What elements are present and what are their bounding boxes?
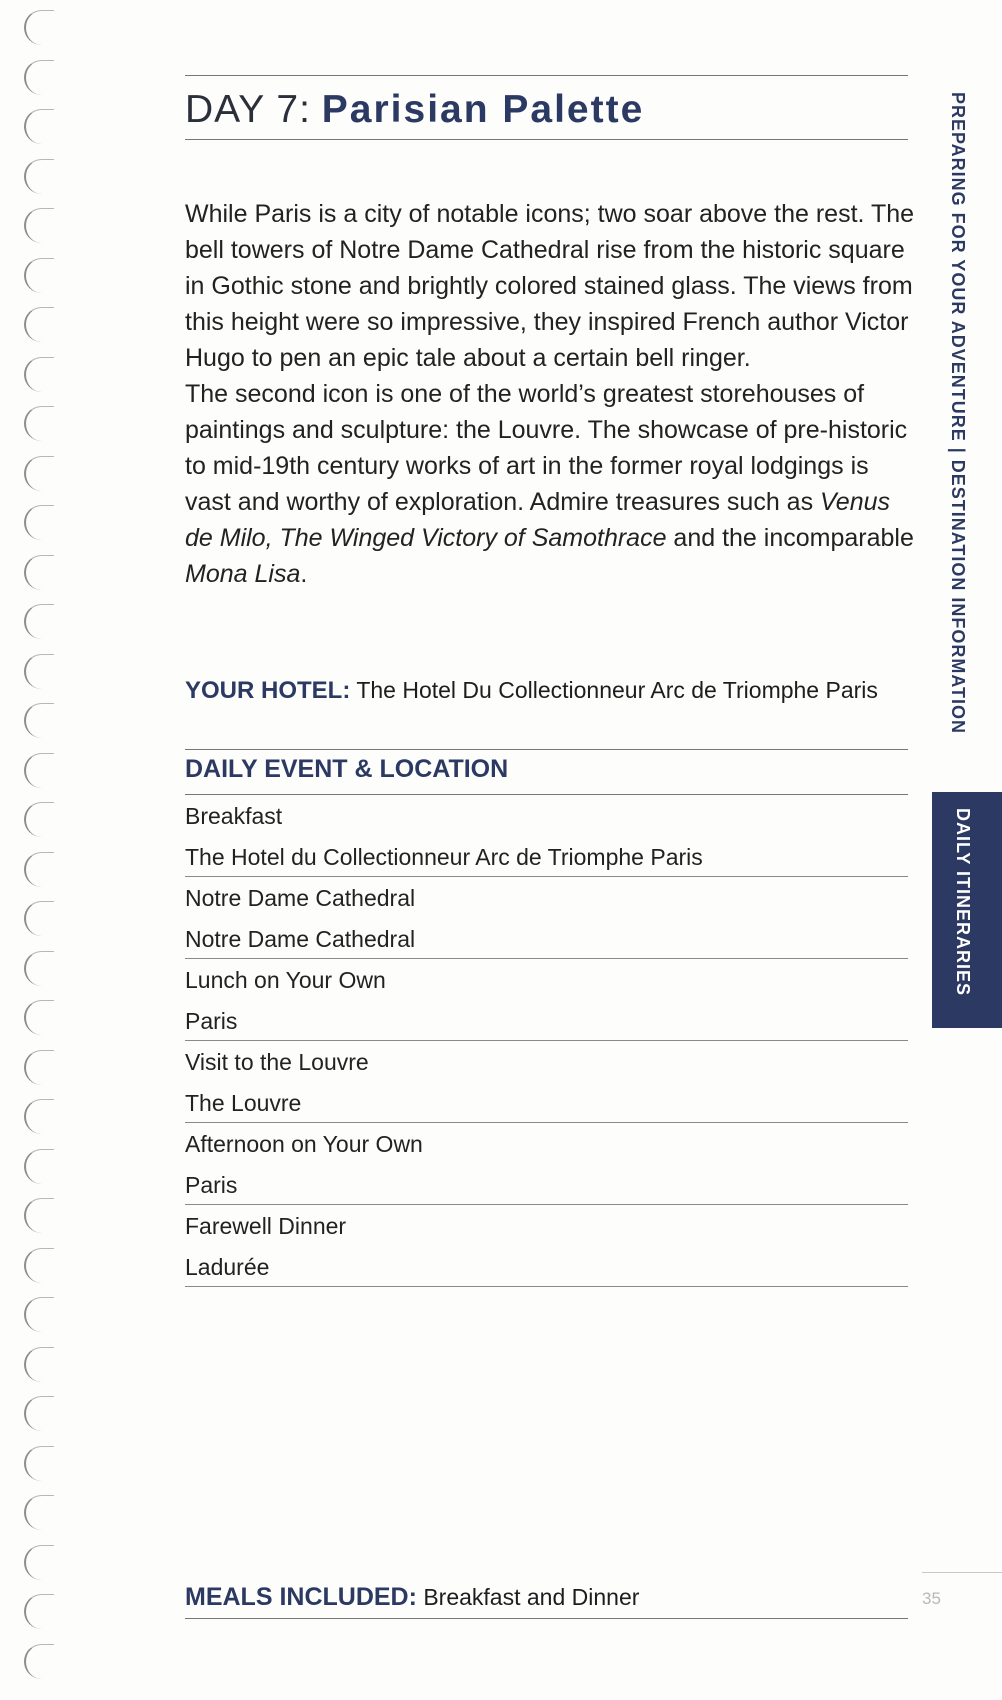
binding-ring: [24, 951, 54, 986]
binding-ring: [24, 1446, 54, 1481]
paragraph-text: and the incomparable: [666, 524, 914, 552]
meals-info: [185, 1583, 639, 1612]
binding-ring: [24, 604, 54, 639]
corner-rule: [922, 1572, 1002, 1573]
title-top-rule: [185, 75, 908, 76]
title-bottom-rule: [185, 139, 908, 140]
event-location: The Louvre: [185, 1090, 302, 1116]
paragraph-text: While Paris is a city of notable icons; two soar above the rest. The bell towers of Notre Dame Cathedral rise from the historic square in Gothic stone and brightly colored stained glass. The views from this height were so impressive, they inspired French author Victor Hugo to pen an epic tale about a certain bell ringer.: [185, 200, 915, 372]
binding-ring: [24, 1594, 54, 1629]
event-location: The Hotel du Collectionneur Arc de Triomphe Paris: [185, 844, 703, 870]
hotel-label: YOUR HOTEL:: [185, 677, 351, 704]
binding-ring: [24, 159, 54, 194]
binding-ring: [24, 802, 54, 837]
meals-value: Breakfast and Dinner: [423, 1584, 640, 1610]
binding-ring: [24, 505, 54, 540]
binding-ring: [24, 1495, 54, 1530]
binding-ring: [24, 901, 54, 936]
binding-ring: [24, 703, 54, 738]
binding-ring: [24, 208, 54, 243]
event-location: Paris: [185, 1008, 238, 1034]
italic-title: Mona Lisa: [185, 560, 301, 588]
page-number: 35: [922, 1589, 941, 1608]
event-row: [185, 1123, 908, 1205]
event-row: [185, 1205, 908, 1287]
description-paragraph: [185, 376, 920, 592]
events-heading: DAILY EVENT & LOCATION: [185, 755, 509, 783]
binding-ring: [24, 10, 54, 45]
binding-ring: [24, 1396, 54, 1431]
binding-ring: [24, 1545, 54, 1580]
event-row: [185, 795, 908, 877]
paragraph-text: .: [300, 560, 308, 588]
binding-ring: [24, 258, 54, 293]
meals-label: MEALS INCLUDED:: [185, 1583, 417, 1611]
binding-ring: [24, 357, 54, 392]
binding-ring: [24, 1050, 54, 1085]
binding-ring: [24, 1644, 54, 1679]
event-location: Ladurée: [185, 1254, 270, 1280]
event-location: Notre Dame Cathedral: [185, 926, 416, 952]
binding-ring: [24, 852, 54, 887]
event-row: [185, 1041, 908, 1123]
binding-ring: [24, 1099, 54, 1134]
binding-ring: [24, 60, 54, 95]
description-paragraph: [185, 196, 920, 376]
binding-ring: [24, 1149, 54, 1184]
binding-ring: [24, 753, 54, 788]
events-list: [185, 795, 908, 1287]
event-name: Notre Dame Cathedral: [185, 885, 416, 911]
binding-ring: [24, 1198, 54, 1233]
event-row: [185, 877, 908, 959]
hotel-name: The Hotel Du Collectionneur Arc de Triomphe Paris: [356, 677, 878, 703]
binding-ring: [24, 456, 54, 491]
day-title: Parisian Palette: [321, 88, 645, 131]
binding-ring: [24, 555, 54, 590]
event-name: Breakfast: [185, 803, 283, 829]
event-location: Paris: [185, 1172, 238, 1198]
binding-ring: [24, 1297, 54, 1332]
description-text: [185, 196, 920, 592]
tab-daily-itineraries[interactable]: [932, 792, 1002, 1028]
binding-ring: [24, 406, 54, 441]
page-title: [185, 88, 644, 132]
tab-daily-itineraries-label: DAILY ITINERARIES: [953, 808, 973, 997]
binding-ring: [24, 109, 54, 144]
paragraph-text: The second icon is one of the world’s greatest storehouses of paintings and sculpture: the Louvre. The showcase of pre-historic to mid-19th century works of art in the former royal lodgings is vast and worthy of exploration. Admire treasures such as: [185, 380, 908, 516]
binding-ring: [24, 1347, 54, 1382]
day-label: DAY 7:: [185, 88, 311, 131]
spiral-binding: [14, 10, 64, 1690]
italic-title: Venus de Milo, The Winged Victory of Samothrace: [185, 488, 891, 552]
binding-ring: [24, 1000, 54, 1035]
binding-ring: [24, 1248, 54, 1283]
sidebar-section-label: PREPARING FOR YOUR ADVENTURE | DESTINATION INFORMATION: [948, 92, 968, 735]
event-name: Visit to the Louvre: [185, 1049, 369, 1075]
event-name: Afternoon on Your Own: [185, 1131, 423, 1157]
event-name: Farewell Dinner: [185, 1213, 347, 1239]
section-sidebar: [932, 0, 1002, 1700]
event-name: Lunch on Your Own: [185, 967, 386, 993]
hotel-rule: [185, 749, 908, 750]
hotel-info: [185, 670, 908, 711]
event-row: [185, 959, 908, 1041]
meals-rule: [185, 1618, 908, 1619]
binding-ring: [24, 307, 54, 342]
binding-ring: [24, 654, 54, 689]
